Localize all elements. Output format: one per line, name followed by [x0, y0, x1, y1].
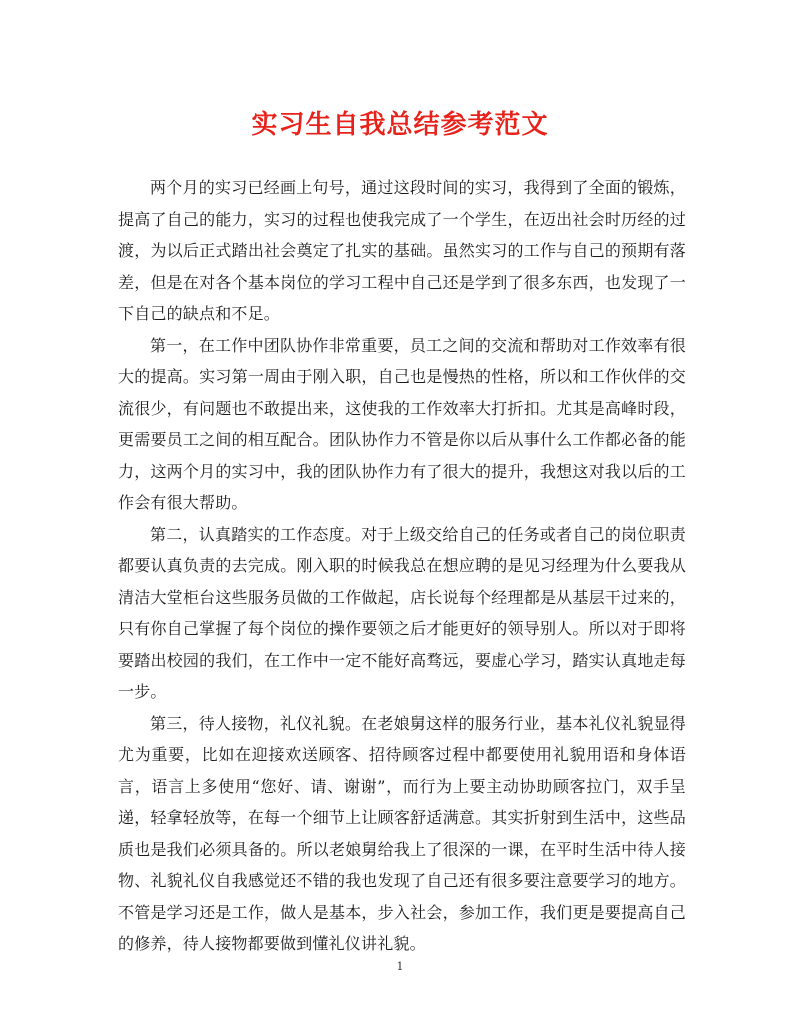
paragraph-second-attitude: 第二，认真踏实的工作态度。对于上级交给自己的任务或者自己的岗位职责都要认真负责的去完成。刚入职的时候我总在想应聘的是见习经理为什么要我从清洁大堂柜台这些服务员做的工作做起，店长说每个经理都是从基层干过来的，只有你自己掌握了每个岗位的操作要领之后才能更好的领导别人。所以对于即将要踏出校园的我们，在工作中一定不能好高骛远，要虚心学习，踏实认真地走每一步。	[118, 524, 686, 701]
document-title: 实习生自我总结参考范文	[251, 110, 549, 140]
paragraph-intro: 两个月的实习已经画上句号，通过这段时间的实习，我得到了全面的锻炼，提高了自己的能力，实习的过程也使我完成了一个学生，在迈出社会时历经的过渡，为以后正式踏出社会奠定了扎实的基础。虽然实习的工作与自己的预期有落差，但是在对各个基本岗位的学习工程中自己还是学到了很多东西，也发现了一下自己的缺点和不足。	[118, 178, 686, 323]
paragraph-first-teamwork: 第一，在工作中团队协作非常重要，员工之间的交流和帮助对工作效率有很大的提高。实习第一周由于刚入职，自己也是慢热的性格，所以和工作伙伴的交流很少，有问题也不敢提出来，这使我的工作效率大打折扣。尤其是高峰时段，更需要员工之间的相互配合。团队协作力不管是你以后从事什么工作都必备的能力，这两个月的实习中，我的团队协作力有了很大的提升，我想这对我以后的工作会有很大帮助。	[118, 335, 686, 512]
paragraph-third-etiquette: 第三，待人接物，礼仪礼貌。在老娘舅这样的服务行业，基本礼仪礼貌显得尤为重要，比如在迎接欢送顾客、招待顾客过程中都要使用礼貌用语和身体语言，语言上多使用“您好、请、谢谢”，而行为上要主动协助顾客拉门，双手呈递，轻拿轻放等，在每一个细节上让顾客舒适满意。其实折射到生活中，这些品质也是我们必须具备的。所以老娘舅给我上了很深的一课，在平时生活中待人接物、礼貌礼仪自我感觉还不错的我也发现了自己还有很多要注意要学习的地方。不管是学习还是工作，做人是基本，步入社会，参加工作，我们更是要提高自己的修养，待人接物都要做到懂礼仪讲礼貌。	[118, 713, 686, 953]
page-number: 1	[396, 960, 404, 973]
document-body	[118, 172, 686, 960]
